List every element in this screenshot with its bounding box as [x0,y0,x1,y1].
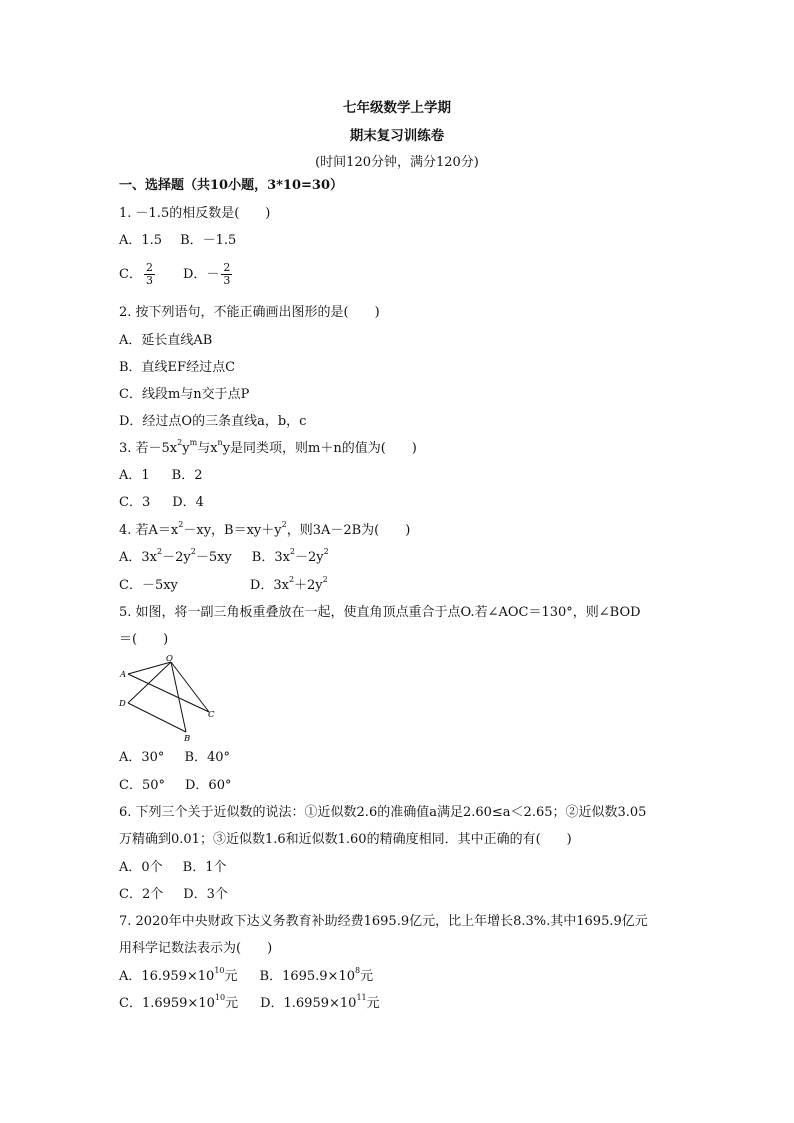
question-3-options-cd [119,495,204,511]
question-4-options-cd [119,574,328,594]
q5-option-b: B．40° [184,750,231,765]
label-b: B [184,734,191,744]
q7-option-d: D．$1.6959\times 10^{11}$元 [260,992,380,1011]
question-1-options-cd [119,262,234,288]
q5-triangle-figure [116,652,226,744]
question-6-stem-line2: 万精确到0.01；③近似数1.6和近似数1.60的精确度相同．其中正确的有( ) [119,832,572,847]
q2-option-b: B．直线EF经过点C [119,360,236,375]
q6-option-c: C．2个 [119,887,164,902]
q4-option-c: C．－5xy [119,578,178,593]
question-5-stem-line1: 5. 如图，将一副三角板重叠放在一起，使直角顶点重合于点O.若∠AOC＝130°，则∠BOD [119,605,641,620]
q7-option-c: C．$1.6959\times 10^{10}$元 [119,992,239,1011]
q1-option-d-fraction: $\frac{2}{3}$ [223,261,231,287]
question-5-options-cd [119,778,231,794]
q6-option-b: B．1个 [182,860,227,875]
question-6-options-ab [119,860,227,876]
question-5-stem-line2: ＝( ) [119,632,169,647]
question-2-stem: 2. 按下列语句，不能正确画出图形的是( ) [119,305,380,320]
question-5-options-ab [119,750,230,766]
question-3-stem: 3. 若$-5x^2y^m$与$x^ny$是同类项，则m＋n的值为( ) [119,437,417,456]
line-ac [128,674,209,712]
question-7-options-cd [119,992,380,1012]
question-7-stem-line1: 7. 2020年中央财政下达义务教育补助经费1695.9亿元，比上年增长8.3%.其中1695.9亿元 [119,914,648,929]
question-1-options-ab [119,233,236,249]
q6-option-a: A．0个 [119,860,163,875]
line-db [128,703,186,732]
page-title: 七年级数学上学期 [343,100,451,116]
question-7-options-ab [119,965,374,985]
q2-option-a: A．延长直线AB [119,333,213,348]
q4-option-b: B．$3x^2-2y^2$ [251,546,329,565]
q5-option-a: A．30° [119,750,165,765]
label-c: C [208,710,215,720]
question-6-options-cd [119,887,228,903]
q2-option-c: C．线段m与n交于点P [119,387,250,402]
q1-option-c-fraction: $\frac{2}{3}$ [145,261,153,287]
q3-option-d: D．4 [172,495,204,510]
q4-option-d: D．$3x^2+2y^2$ [249,574,328,593]
q6-option-d: D．3个 [183,887,228,902]
question-4-stem: 4. 若$A=x^2-xy$，$B=xy+y^2$，则3A－2B为( ) [119,519,411,538]
q7-option-a: A．$16.959\times 10^{10}$元 [119,965,238,984]
q3-option-c: C．3 [119,495,151,510]
q1-option-a: A．1.5 [119,233,163,248]
q4-option-a: A．$3x^2-2y^2-5xy$ [119,546,232,565]
q2-option-d: D．经过点O的三条直线a，b，c [119,414,307,429]
q1-option-c-label: C． [119,267,142,282]
question-7-stem-line2: 用科学记数法表示为( ) [119,941,273,956]
question-6-stem-line1: 6. 下列三个关于近似数的说法：①近似数2.6的准确值a满足2.60≤a＜2.65；②近似数3.05 [119,805,647,820]
label-a: A [120,670,127,680]
q5-option-c: C．50° [119,778,165,793]
q5-option-d: D．60° [185,778,232,793]
q3-option-a: A．1 [119,468,150,483]
question-3-options-ab [119,468,203,484]
question-4-options-ab [119,546,329,566]
label-d: D [119,699,126,709]
q1-option-b: B．－1.5 [180,233,237,248]
q7-option-b: B．$1695.9\times 10^8$元 [259,965,374,984]
q3-option-b: B．2 [171,468,203,483]
q1-option-d-label: D．－ [182,267,220,282]
question-1-stem: 1. －1.5的相反数是( ) [119,206,271,221]
section-heading: 一、选择题（共10小题，3*10=30） [119,178,344,193]
page-subtitle: 期末复习训练卷 [349,128,445,144]
exam-info: (时间120分钟，满分120分) [315,155,479,170]
label-o: O [166,654,173,664]
